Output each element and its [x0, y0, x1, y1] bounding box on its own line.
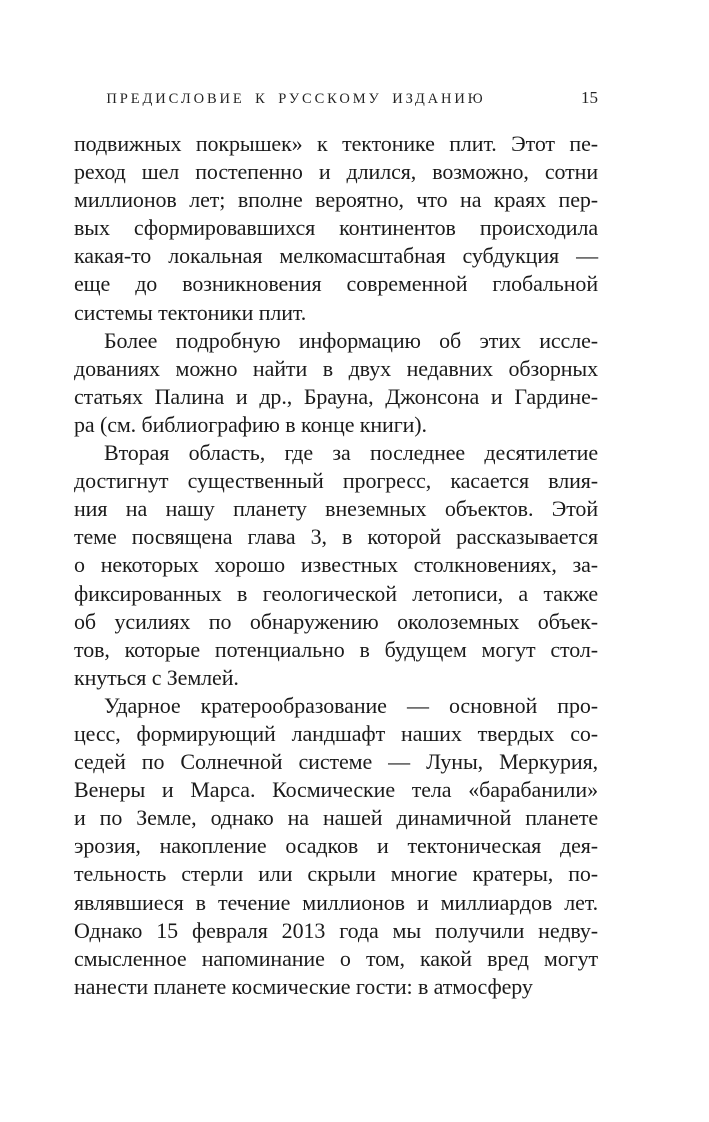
page-number: 15 — [581, 88, 598, 107]
text-line: системы тектоники плит. — [74, 299, 307, 325]
text-line: смысленное напоминание о том, какой вред могут — [74, 945, 598, 971]
text-line: кнуться с Землей. — [74, 664, 239, 690]
text-line: являвшиеся в течение миллионов и миллиардов лет. — [74, 889, 598, 915]
text-line: ра (см. библиографию в конце книги). — [74, 411, 427, 437]
text-line: тельность стерли или скрыли многие кратеры, по- — [74, 861, 598, 887]
text-line: какая-то локальная мелкомасштабная субдукция — — [74, 243, 598, 269]
text-line: теме посвящена глава 3, в которой рассказывается — [74, 524, 598, 550]
text-line: вых сформировавшихся континентов происходила — [74, 215, 598, 241]
text-line: Более подробную информацию об этих иссле- — [104, 327, 598, 353]
text-line: статьях Палина и др., Брауна, Джонсона и Гардине- — [74, 383, 598, 409]
page-header — [74, 88, 598, 108]
text-line: Венеры и Марса. Космические тела «барабанили» — [74, 777, 598, 803]
text-line: подвижных покрышек» к тектонике плит. Этот пе- — [74, 131, 598, 156]
text-line: Вторая область, где за последнее десятилетие — [104, 440, 598, 466]
paragraph — [74, 692, 598, 1001]
body-text — [74, 130, 598, 1001]
text-line: седей по Солнечной системе — Луны, Меркурия, — [74, 749, 598, 775]
paragraph — [74, 130, 598, 327]
text-line: о некоторых хорошо известных столкновениях, за- — [74, 552, 598, 578]
running-head-title: ПРЕДИСЛОВИЕ К РУССКОМУ ИЗДАНИЮ — [106, 91, 486, 107]
text-line: тов, которые потенциально в будущем могут стол- — [74, 636, 598, 662]
text-line: достигнут существенный прогресс, касается влия- — [74, 468, 598, 494]
text-line: дованиях можно найти в двух недавних обзорных — [74, 355, 598, 381]
text-line: ния на нашу планету внеземных объектов. Этой — [74, 496, 598, 522]
text-line: об усилиях по обнаружению околоземных объек- — [74, 608, 598, 634]
text-line: нанести планете космические гости: в атмосферу — [74, 973, 533, 999]
text-line: и по Земле, однако на нашей динамичной планете — [74, 805, 598, 831]
text-line: миллионов лет; вполне вероятно, что на краях пер- — [74, 187, 598, 213]
paragraph — [74, 327, 598, 439]
text-line: эрозия, накопление осадков и тектоническая дея- — [74, 833, 598, 859]
text-line: цесс, формирующий ландшафт наших твердых со- — [74, 720, 598, 746]
text-line: еще до возникновения современной глобальной — [74, 271, 598, 297]
text-line: Ударное кратерообразование — основной про- — [104, 692, 598, 718]
text-line: фиксированных в геологической летописи, а также — [74, 580, 598, 606]
text-line: Однако 15 февраля 2013 года мы получили недву- — [74, 917, 598, 943]
paragraph — [74, 439, 598, 692]
text-line: реход шел постепенно и длился, возможно, сотни — [74, 159, 598, 185]
